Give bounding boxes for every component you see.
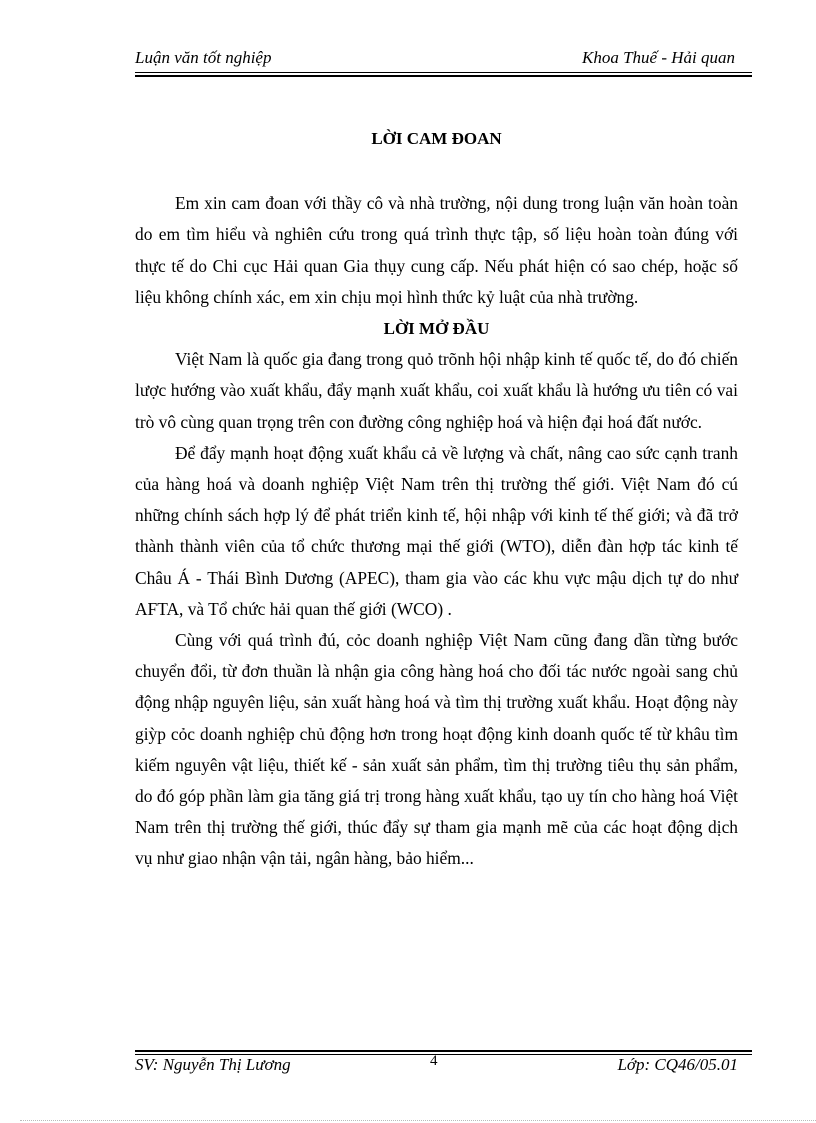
intro-paragraph-2: Để đẩy mạnh hoạt động xuất khẩu cả về lượng và chất, nâng cao sức cạnh tranh của hàng hoá và doanh nghiệp Việt Nam trên thị trường thế giới. Việt Nam đó cú những chính sách hợp lý để phát triển kinh tế, hội nhập với kinh tế thế giới; và đã trở thành thành viên của tổ chức thương mại thế giới (WTO), diễn đàn hợp tác kinh tế Châu Á - Thái Bình Dương (APEC), tham gia vào các khu vực mậu dịch tự do như AFTA, và Tổ chức hải quan thế giới (WCO) . xyxy=(135,442,738,619)
intro-paragraph-3: Cùng với quá trình đú, cỏc doanh nghiệp Việt Nam cũng đang dần từng bước chuyển đổi, từ đơn thuần là nhận gia công hàng hoá cho đối tác nước ngoài sang chủ động nhập nguyên liệu, sản xuất hàng hoá và tìm thị trường xuất khẩu. Hoạt động này giỳp cỏc doanh nghiệp chủ động hơn trong hoạt động kinh doanh quốc tế từ khâu tìm kiếm nguyên vật liệu, thiết kế - sản xuất sản phẩm, tìm thị trường tiêu thụ sản phẩm, do đó góp phần làm gia tăng giá trị trong hàng xuất khẩu, tạo uy tín cho hàng hoá Việt Nam trên thị trường thế giới, thúc đẩy sự tham gia mạnh mẽ của các hoạt động dịch vụ như giao nhận vận tải, ngân hàng, bảo hiểm... xyxy=(135,630,738,869)
intro-title: LỜI MỞ ĐẦU xyxy=(383,319,490,339)
header-rule xyxy=(135,72,752,77)
page-body xyxy=(135,123,738,875)
page-number: 4 xyxy=(430,1053,438,1069)
page-footer xyxy=(135,1055,752,1079)
footer-class-code: Lớp: CQ46/05.01 xyxy=(617,1055,738,1074)
page-header xyxy=(135,48,752,72)
header-faculty-label: Khoa Thuế - Hải quan xyxy=(582,48,735,67)
declaration-title: LỜI CAM ĐOAN xyxy=(371,129,502,148)
footer-student-name: SV: Nguyễn Thị Lương xyxy=(135,1055,291,1074)
header-thesis-label: Luận văn tốt nghiệp xyxy=(135,48,272,67)
intro-paragraph-1: Việt Nam là quốc gia đang trong quỏ trõnh hội nhập kinh tế quốc tế, do đó chiến lược hướng vào xuất khẩu, đẩy mạnh xuất khẩu, coi xuất khẩu là hướng ưu tiên có vai trò vô cùng quan trọng trên con đường công nghiệp hoá và hiện đại hoá đất nước. xyxy=(135,349,738,432)
page-edge-divider xyxy=(20,1120,816,1121)
declaration-paragraph: Em xin cam đoan với thầy cô và nhà trường, nội dung trong luận văn hoàn toàn do em tìm hiểu và nghiên cứu trong quá trình thực tập, số liệu hoàn toàn đúng với thực tế do Chi cục Hải quan Gia thụy cung cấp. Nếu phát hiện có sao chép, hoặc số liệu không chính xác, em xin chịu mọi hình thức kỷ luật của nhà trường. xyxy=(135,193,738,307)
